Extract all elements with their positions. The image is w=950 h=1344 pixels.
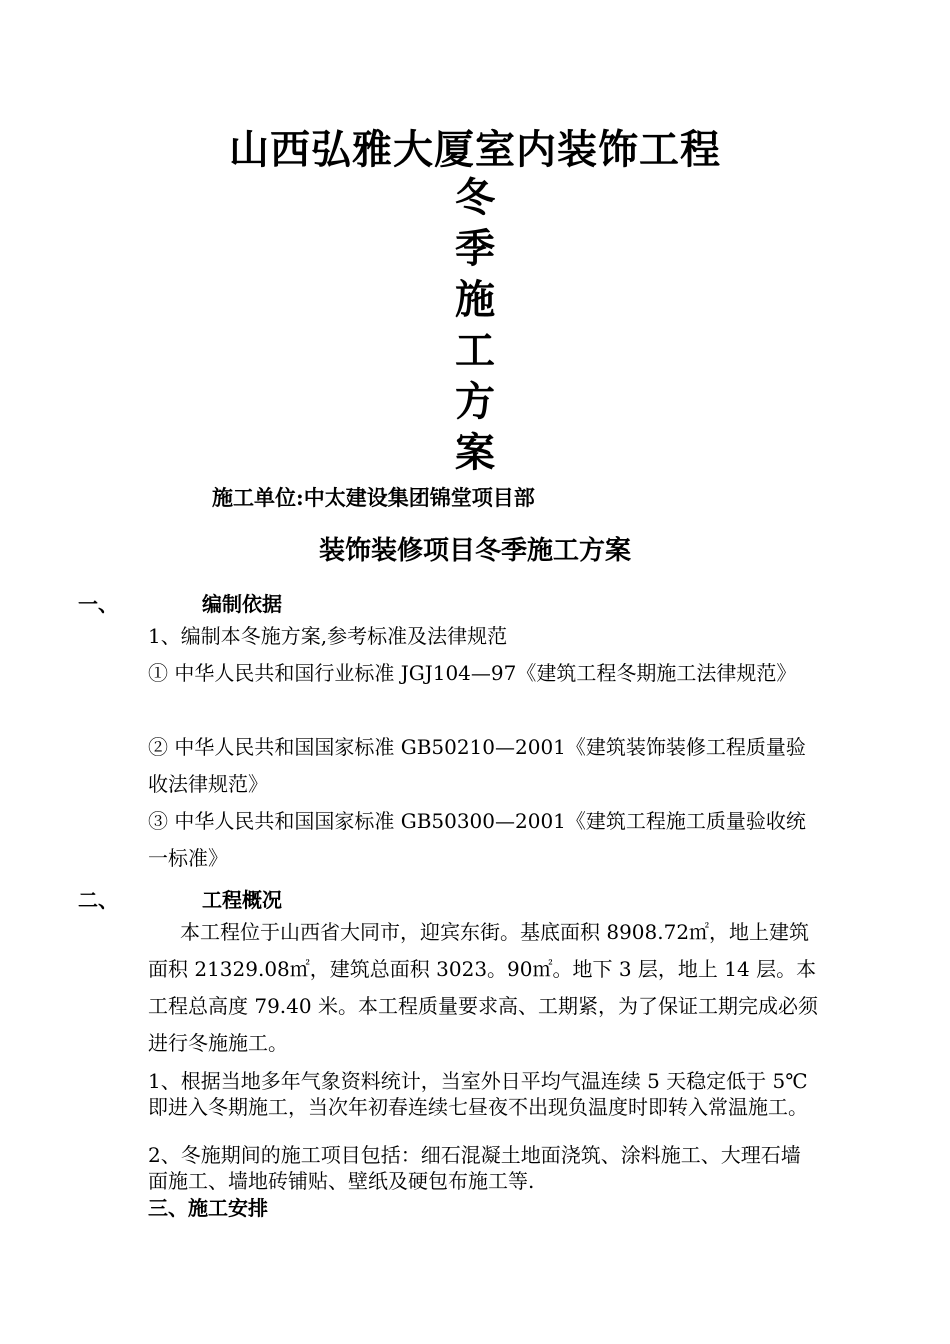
section-2-point-2: 2、冬施期间的施工项目包括：细石混凝土地面浇筑、涂料施工、大理石墙面施工、墙地砖铺贴、壁纸及硬包布施工等. — [148, 1143, 801, 1193]
section-2-title: 工程概况 — [202, 888, 282, 912]
reference-3: ③ 中华人民共和国国家标准 GB50300—2001《建筑工程施工质量验收统一标准》 — [148, 809, 806, 870]
vertical-title-char: 案 — [455, 429, 495, 476]
section-1-title: 编制依据 — [202, 592, 282, 616]
vertical-title-char: 方 — [455, 378, 495, 425]
vertical-title-char: 冬 — [455, 174, 495, 221]
main-title: 山西弘雅大厦室内装饰工程 — [229, 126, 721, 173]
vertical-title-char: 施 — [455, 276, 495, 323]
section-2-number: 二、 — [78, 888, 118, 912]
section-1-number: 一、 — [78, 592, 118, 616]
section-3-title: 三、施工安排 — [148, 1196, 268, 1220]
section-2-point-1: 1、根据当地多年气象资料统计，当室外日平均气温连续 5 天稳定低于 5℃即进入冬期施工，当次年初春连续七昼夜不出现负温度时即转入常温施工。 — [148, 1069, 808, 1119]
project-overview: 本工程位于山西省大同市，迎宾东街。基底面积 8908.72㎡，地上建筑面积 21329.08㎡，建筑总面积 3023。90㎡。地下 3 层，地上 14 层。本工程总高度 79.40 米。本工程质量要求高、工期紧，为了保证工期完成必须进行冬施施工。 — [148, 920, 818, 1055]
reference-2: ② 中华人民共和国国家标准 GB50210—2001《建筑装饰装修工程质量验收法律规范》 — [148, 735, 806, 796]
vertical-title-char: 工 — [455, 327, 495, 374]
section-1-item-1: 1、编制本冬施方案,参考标准及法律规范 — [148, 624, 508, 648]
document-subtitle: 装饰装修项目冬季施工方案 — [318, 536, 631, 566]
construction-unit: 施工单位:中太建设集团锦堂项目部 — [212, 485, 535, 510]
vertical-title — [0, 172, 950, 478]
reference-1: ① 中华人民共和国行业标准 JGJ104—97《建筑工程冬期施工法律规范》 — [148, 661, 797, 685]
vertical-title-char: 季 — [455, 225, 495, 272]
